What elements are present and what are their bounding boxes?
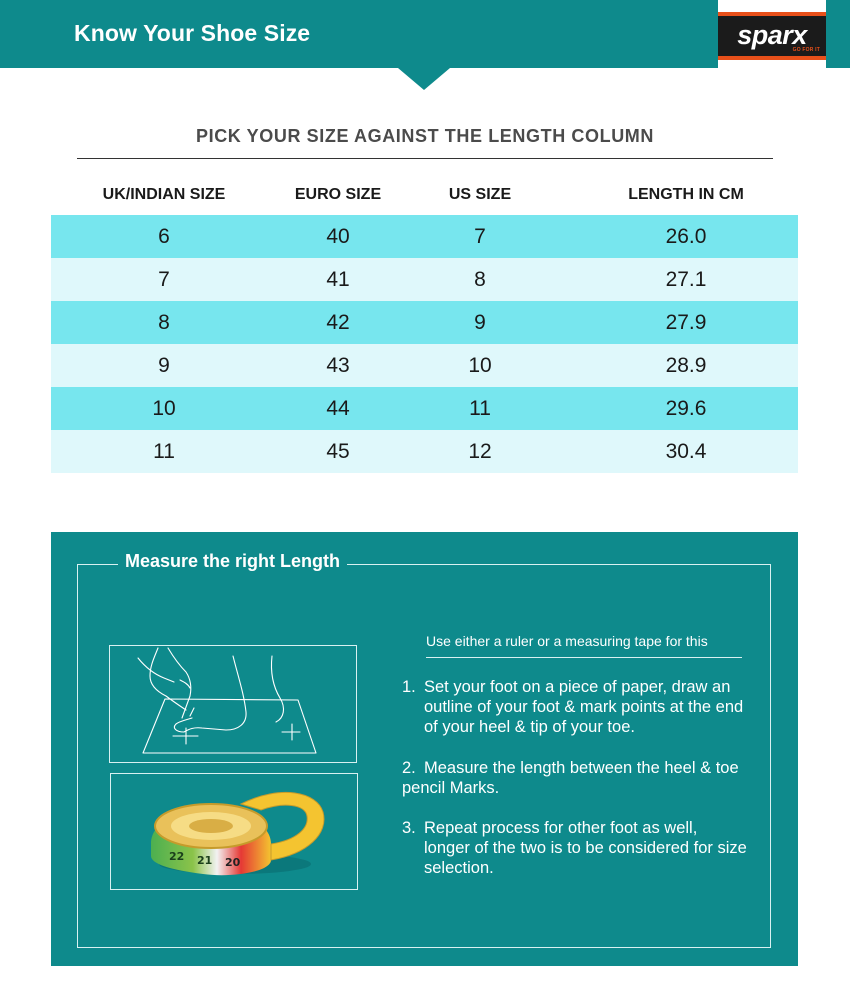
instruction-step-1 [402, 677, 747, 737]
cell-uk-size: 8 [158, 311, 170, 334]
logo-band [718, 12, 826, 60]
column-header-uk-size: UK/INDIAN SIZE [102, 186, 226, 203]
logo-text: sparx [737, 20, 807, 50]
cell-euro-size: 40 [326, 225, 350, 248]
tape-number: 20 [225, 856, 241, 869]
measure-title: Measure the right Length [118, 551, 347, 572]
instructions-intro: Use either a ruler or a measuring tape for this [426, 633, 708, 649]
table-row [51, 215, 798, 258]
cell-length: 28.9 [665, 354, 707, 377]
cell-uk-size: 7 [158, 268, 170, 291]
step-number: 1. [402, 678, 416, 696]
cell-length: 27.1 [665, 268, 707, 291]
cell-uk-size: 6 [158, 225, 170, 248]
step-text: Repeat process for other foot as well, longer of the two is to be considered for size selection. [424, 819, 747, 877]
cell-euro-size: 42 [326, 311, 350, 334]
header-notch [398, 68, 450, 90]
measuring-tape-image [110, 773, 358, 890]
table-row [51, 301, 798, 344]
divider [426, 657, 742, 658]
logo-tagline: GO FOR IT [792, 47, 820, 53]
table-row [51, 344, 798, 387]
measuring-tape-icon [111, 774, 357, 889]
cell-euro-size: 41 [326, 268, 350, 291]
cell-uk-size: 10 [152, 397, 176, 420]
cell-euro-size: 44 [326, 397, 350, 420]
step-number: 2. [402, 759, 416, 777]
step-text: Measure the length between the heel & toe pencil Marks. [402, 759, 739, 797]
instruction-step-2 [402, 758, 747, 798]
page-title: Know Your Shoe Size [74, 20, 311, 46]
size-table [51, 215, 798, 473]
size-chart-title: PICK YOUR SIZE AGAINST THE LENGTH COLUMN [195, 126, 654, 146]
step-text: Set your foot on a piece of paper, draw an outline of your foot & mark points at the end of your heel & tip of your toe. [424, 678, 744, 736]
cell-length: 29.6 [665, 397, 707, 420]
brand-logo[interactable] [718, 0, 826, 70]
cell-us-size: 12 [468, 440, 492, 463]
cell-euro-size: 43 [326, 354, 350, 377]
cell-euro-size: 45 [326, 440, 350, 463]
step-number: 3. [402, 819, 416, 837]
foot-tracing-illustration [109, 645, 357, 763]
column-header-length: LENGTH IN CM [628, 186, 744, 203]
column-header-euro-size: EURO SIZE [294, 186, 382, 203]
tape-number: 22 [169, 850, 185, 863]
table-row [51, 387, 798, 430]
table-row [51, 430, 798, 473]
instruction-step-3 [402, 818, 747, 878]
cell-uk-size: 9 [158, 354, 170, 377]
foot-icon [110, 646, 356, 762]
cell-length: 30.4 [665, 440, 707, 463]
divider [77, 158, 773, 159]
cell-us-size: 8 [474, 268, 486, 291]
column-header-us-size: US SIZE [448, 186, 512, 203]
cell-us-size: 7 [474, 225, 486, 248]
measure-panel [51, 532, 798, 966]
table-row [51, 258, 798, 301]
cell-uk-size: 11 [153, 440, 175, 463]
cell-length: 27.9 [665, 311, 707, 334]
cell-us-size: 10 [468, 354, 492, 377]
tape-number: 21 [197, 854, 213, 867]
cell-us-size: 11 [469, 397, 491, 420]
cell-length: 26.0 [665, 225, 707, 248]
cell-us-size: 9 [474, 311, 486, 334]
